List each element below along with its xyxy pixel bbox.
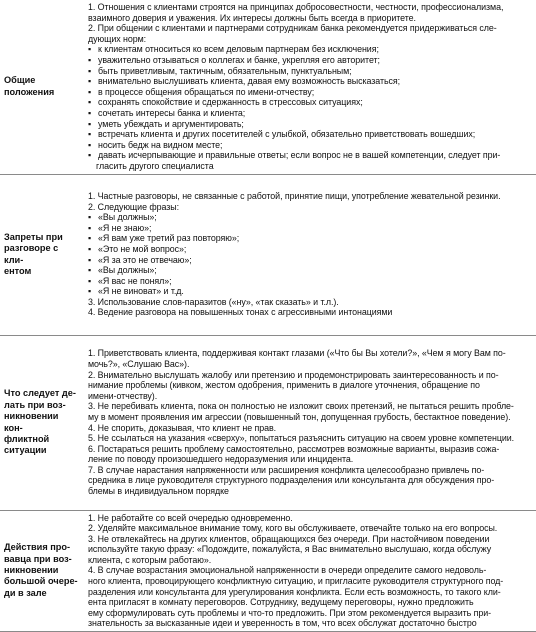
text-line: ление по поводу произошедшего недоразумения или инцидента. — [88, 454, 354, 465]
bullet-square-icon: ▪ — [88, 107, 92, 118]
bullet-item — [88, 286, 534, 297]
text-line: разделения или консультанта для урегулирования конфликта. Если есть возможность, то такого кли- — [88, 586, 501, 597]
bullet-square-icon: ▪ — [88, 212, 92, 223]
section-content — [84, 174, 536, 335]
bullet-item — [88, 276, 534, 287]
bullet-item — [88, 87, 534, 98]
bullet-square-icon: ▪ — [88, 86, 92, 97]
bullet-text: внимательно выслушивать клиента, давая ему возможность высказаться; — [98, 76, 401, 87]
section-content — [84, 510, 536, 632]
section-label: Что следует де- лать при воз- никновении кон- фликтной ситуации — [4, 388, 76, 456]
bullet-square-icon: ▪ — [88, 286, 92, 297]
text-line: 6. Постараться решить проблему самостоятельно, рассмотрев возможные варианты, выразив сожа- — [88, 443, 500, 454]
bullet-item — [88, 129, 534, 140]
bullet-text: давать исчерпывающие и правильные ответы; если вопрос не в вашей компетенции, следует при- — [98, 150, 501, 161]
text-line: имени-отчеству). — [88, 390, 158, 401]
bullet-text: «Вы должны»; — [98, 265, 157, 276]
bullet-item — [88, 66, 534, 77]
text-line: блемы в индивидуальном порядке — [88, 486, 229, 497]
bullet-text: «Вы должны»; — [98, 212, 157, 223]
bullet-item — [88, 212, 534, 223]
section-content — [84, 0, 536, 174]
bullet-square-icon: ▪ — [88, 65, 92, 76]
bullet-item — [88, 119, 534, 130]
bullet-item — [88, 233, 534, 244]
bullet-item — [88, 108, 534, 119]
text-line: 2. Уделяйте максимальное внимание тому, кого вы обслуживаете, отвечайте только на его вопросы. — [88, 523, 498, 534]
text-line: 1. Приветствовать клиента, поддерживая контакт глазами («Что бы Вы хотели?», «Чем я могу Вам по- — [88, 348, 506, 359]
bullet-text: в процессе общения обращаться по имени-отчеству; — [98, 86, 315, 97]
bullet-square-icon: ▪ — [88, 129, 92, 140]
text-line: 4. Ведение разговора на повышенных тонах с агрессивными интонациями — [88, 307, 393, 318]
bullet-item — [88, 265, 534, 276]
bullet-square-icon: ▪ — [88, 233, 92, 244]
bullet-item — [88, 244, 534, 255]
bullet-text: сочетать интересы банка и клиента; — [98, 107, 246, 118]
bullet-text: «Я не виноват» и т.д. — [98, 286, 184, 297]
bullet-square-icon: ▪ — [88, 54, 92, 65]
table-row-general-provisions — [0, 0, 536, 174]
bullet-text: «Это не мой вопрос»; — [98, 243, 187, 254]
text-line: 4. В случае возрастания эмоциональной напряженности в очереди определите самого недоволь- — [88, 565, 487, 576]
bullet-text: носить бедж на видном месте; — [98, 139, 223, 150]
continuation-line: гласить другого специалиста — [96, 160, 214, 171]
bullet-square-icon: ▪ — [88, 44, 92, 55]
bullet-item — [88, 255, 534, 266]
text-line: 7. В случае нарастания напряженности или расширения конфликта целесообразно привлечь по- — [88, 464, 485, 475]
bullet-square-icon: ▪ — [88, 254, 92, 265]
bullet-square-icon: ▪ — [88, 76, 92, 87]
text-line: 3. Использование слов-паразитов («ну», «так сказать» и т.л.). — [88, 296, 339, 307]
bullet-text: «Я вам уже третий раз повторяю»; — [98, 233, 240, 244]
bullet-text: сохранять спокойствие и сдержанность в стрессовых ситуациях; — [98, 97, 363, 108]
table-row-queue-actions — [0, 510, 536, 632]
bullet-item — [88, 55, 534, 66]
text-line: ента пригласят в комнату переговоров. Сотруднику, ведущему переговоры, нужно предложить — [88, 597, 474, 608]
bullet-square-icon: ▪ — [88, 243, 92, 254]
bullet-item — [88, 76, 534, 87]
text-line: средника в лице руководителя структурного подразделения или консультанта для обсуждения про- — [88, 475, 495, 486]
bullet-item — [88, 44, 534, 55]
text-line: 2. При общении с клиентами и партнерами сотрудникам банка рекомендуется придерживаться сле- — [88, 23, 497, 34]
text-line: используйте такую фразу: «Подождите, пожалуйста, я Вас внимательно выслушаю, когда обслужу — [88, 544, 492, 555]
bullet-text: «Я не знаю»; — [98, 222, 152, 233]
bullet-text: быть приветливым, тактичным, обязательным, пунктуальным; — [98, 65, 352, 76]
bullet-item — [88, 150, 534, 161]
bullet-text: уметь убеждать и аргументировать; — [98, 118, 244, 129]
text-line: нимание проблемы (кивком, жестом одобрения, применить в диалоге уточнения, обращение по — [88, 380, 480, 391]
section-label: Запреты при разговоре с кли- ентом — [4, 231, 63, 276]
bullet-square-icon: ▪ — [88, 265, 92, 276]
text-line: 1. Частные разговоры, не связанные с работой, принятие пищи, употребление жевательной резинки. — [88, 190, 501, 201]
text-line: взаимного доверия и уважения. Их интересы должны быть всегда в приоритете. — [88, 12, 416, 23]
text-line: 3. Не перебивать клиента, пока он полностью не изложит своих претензий, не пытаться решить пробле- — [88, 401, 514, 412]
bullet-square-icon: ▪ — [88, 275, 92, 286]
bullet-square-icon: ▪ — [88, 97, 92, 108]
text-line: дующих норм: — [88, 33, 147, 44]
bullet-text: «Я за это не отвечаю»; — [98, 254, 192, 265]
text-line: ему сформулировать суть проблемы и что-то предложить. При этом рекомендуется выразить при- — [88, 607, 492, 618]
text-line: 1. Не работайте со всей очередью одновременно. — [88, 512, 293, 523]
text-line: му в момент проявления им агрессии (повышенный тон, допущенная грубость, бестактное поведение). — [88, 411, 511, 422]
text-line: мочь?», «Слушаю Вас»). — [88, 358, 190, 369]
text-line: 2. Следующие фразы: — [88, 201, 179, 212]
text-line: знательность за высказанные идеи и уверенность в том, что всех обслужат достаточно быстро — [88, 618, 477, 629]
table-row-prohibitions — [0, 174, 536, 335]
bullet-item — [88, 140, 534, 151]
bullet-square-icon: ▪ — [88, 118, 92, 129]
text-line: ного клиента, провоцирующего конфликтную ситуацию, и пригласите руководителя структурного под- — [88, 576, 504, 587]
bullet-text: «Я вас не понял»; — [98, 275, 172, 286]
text-line: 5. Не ссылаться на указания «сверху», попытаться разъяснить ситуацию на своем уровне компетенции. — [88, 433, 515, 444]
bullet-item — [88, 223, 534, 234]
bullet-square-icon: ▪ — [88, 222, 92, 233]
bullet-text: уважительно отзываться о коллегах и банке, укрепляя его авторитет; — [98, 54, 380, 65]
section-content — [84, 335, 536, 510]
bullet-item — [88, 97, 534, 108]
bullet-text: встречать клиента и других посетителей с улыбкой, обязательно приветствовать вошедших; — [98, 129, 476, 140]
bullet-text: к клиентам относиться ко всем деловым партнерам без исключения; — [98, 44, 379, 55]
text-line: клиента, с которым работаю». — [88, 554, 212, 565]
text-line: 4. Не спорить, доказывая, что клиент не прав. — [88, 422, 277, 433]
text-line: 3. Не отвлекайтесь на других клиентов, обращающихся без очереди. При настойчивом поведении — [88, 533, 490, 544]
section-label: Действия про- вавца при воз- никновении большой очере- ди в зале — [4, 542, 78, 598]
table-row-conflict-actions — [0, 335, 536, 510]
bullet-square-icon: ▪ — [88, 150, 92, 161]
section-label: Общие положения — [4, 75, 55, 97]
bullet-square-icon: ▪ — [88, 139, 92, 150]
text-line: 2. Внимательно выслушать жалобу или претензию и продемонстрировать заинтересованность и по- — [88, 369, 499, 380]
text-line: 1. Отношения с клиентами строятся на принципах добросовестности, честности, профессионализма, — [88, 2, 504, 12]
